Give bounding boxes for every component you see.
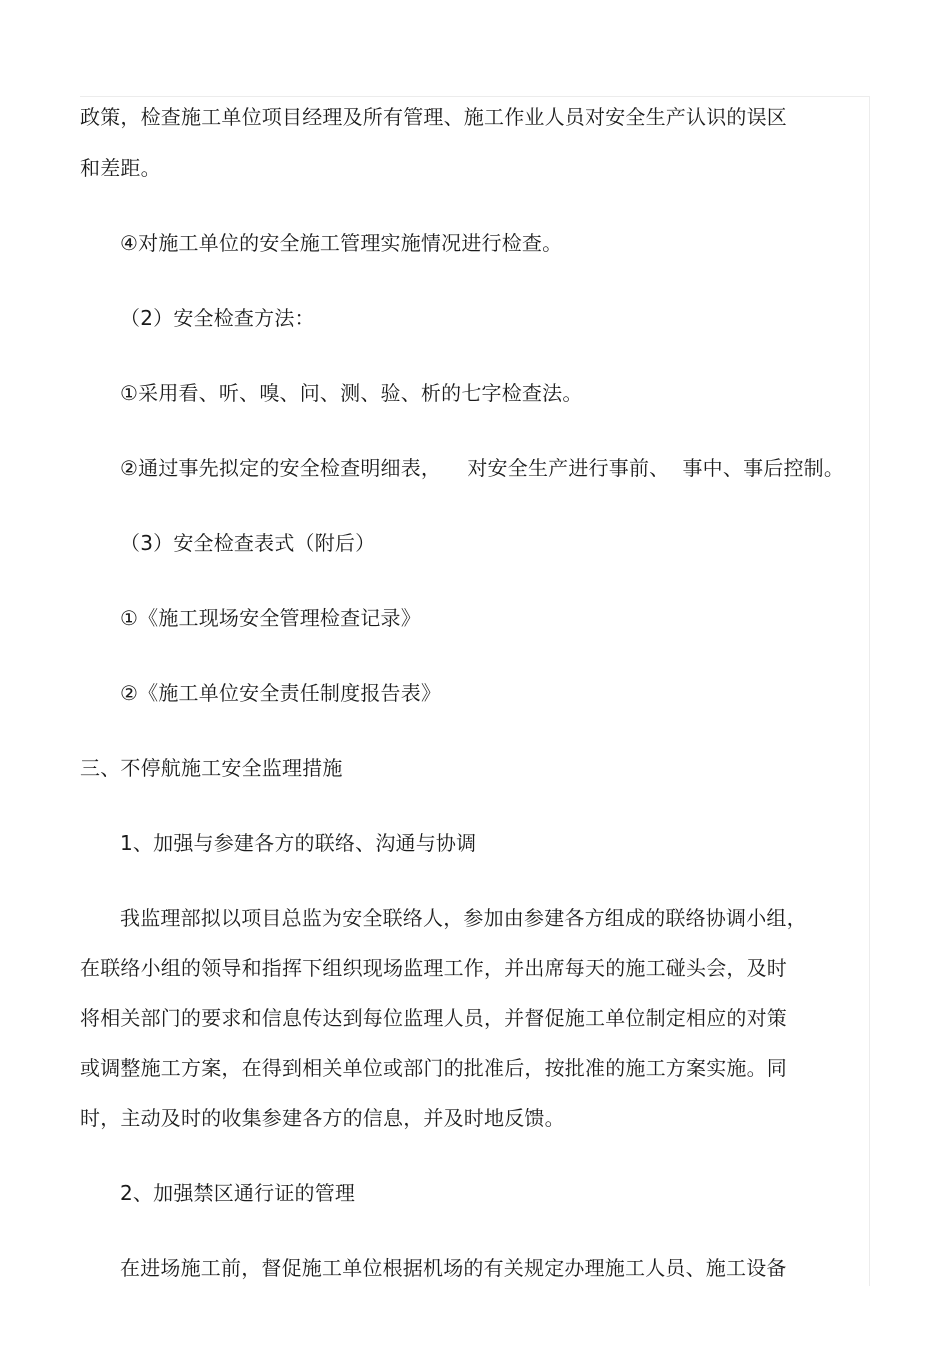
list-item: ②通过事先拟定的安全检查明细表， 对安全生产进行事前、 事中、事后控制。: [120, 456, 845, 480]
list-item: ①《施工现场安全管理检查记录》: [120, 606, 421, 630]
page-border-right: [869, 96, 870, 1286]
list-item: ②《施工单位安全责任制度报告表》: [120, 681, 442, 705]
page-border-top: [80, 96, 870, 97]
paragraph-line: 在进场施工前，督促施工单位根据机场的有关规定办理施工人员、施工设备: [120, 1256, 787, 1280]
list-item: ④对施工单位的安全施工管理实施情况进行检查。: [120, 231, 563, 255]
paragraph-line: 政策，检查施工单位项目经理及所有管理、施工作业人员对安全生产认识的误区: [80, 105, 787, 129]
subsection-heading: （3）安全检查表式（附后）: [120, 531, 376, 555]
paragraph-line: 和差距。: [80, 156, 161, 180]
paragraph-line: 将相关部门的要求和信息传达到每位监理人员，并督促施工单位制定相应的对策: [80, 1006, 787, 1030]
subsection-heading: 2、加强禁区通行证的管理: [120, 1181, 356, 1205]
section-heading: 三、不停航施工安全监理措施: [80, 756, 343, 780]
paragraph-line: 或调整施工方案，在得到相关单位或部门的批准后，按批准的施工方案实施。同: [80, 1056, 787, 1080]
paragraph-line: 在联络小组的领导和指挥下组织现场监理工作，并出席每天的施工碰头会，及时: [80, 956, 787, 980]
paragraph-line: 时，主动及时的收集参建各方的信息，并及时地反馈。: [80, 1106, 565, 1130]
paragraph-line: 我监理部拟以项目总监为安全联络人，参加由参建各方组成的联络协调小组，: [120, 906, 807, 930]
subsection-heading: （2）安全检查方法：: [120, 306, 315, 330]
subsection-heading: 1、加强与参建各方的联络、沟通与协调: [120, 831, 477, 855]
list-item: ①采用看、听、嗅、问、测、验、析的七字检查法。: [120, 381, 583, 405]
